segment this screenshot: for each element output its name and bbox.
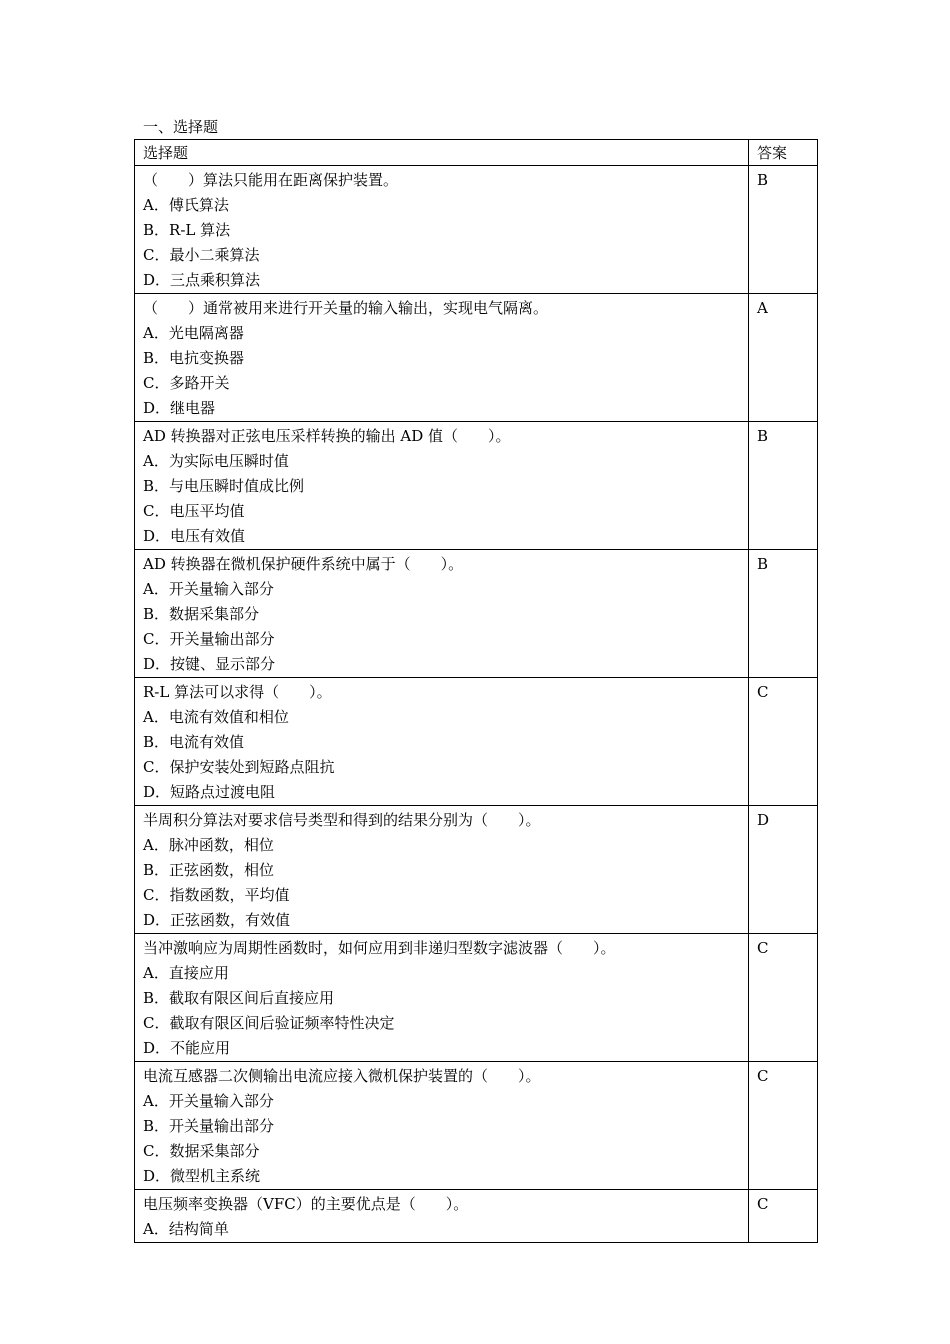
option-text: C．截取有限区间后验证频率特性决定 (143, 1014, 395, 1032)
quiz-table (134, 139, 818, 1243)
question-text: 半周积分算法对要求信号类型和得到的结果分别为（ ）。 (143, 811, 541, 829)
answer-cell: B (749, 550, 818, 678)
question-row (135, 294, 818, 422)
option-text: C．指数函数，平均值 (143, 886, 290, 904)
option-text: C．保护安装处到短路点阻抗 (143, 758, 335, 776)
question-row (135, 806, 818, 934)
option-text: B．与电压瞬时值成比例 (143, 477, 305, 495)
answer-cell: A (749, 294, 818, 422)
question-text: AD 转换器对正弦电压采样转换的输出 AD 值（ ）。 (143, 427, 511, 445)
option-text: B．电流有效值 (143, 733, 245, 751)
question-text: （ ）算法只能用在距离保护装置。 (143, 171, 399, 189)
option-text: C．开关量输出部分 (143, 630, 275, 648)
option-text: C．数据采集部分 (143, 1142, 260, 1160)
question-text: 当冲激响应为周期性函数时，如何应用到非递归型数字滤波器（ ）。 (143, 939, 616, 957)
option-text: A．傅氏算法 (143, 196, 229, 214)
section-title: 一、选择题 (143, 118, 219, 136)
question-cell (135, 934, 749, 1062)
question-row (135, 678, 818, 806)
option-text: A．开关量输入部分 (143, 580, 274, 598)
option-text: B．截取有限区间后直接应用 (143, 989, 335, 1007)
option-text: D．三点乘积算法 (143, 271, 261, 289)
option-text: A．光电隔离器 (143, 324, 244, 342)
question-row (135, 934, 818, 1062)
option-text: C．多路开关 (143, 374, 230, 392)
option-text: A．直接应用 (143, 964, 229, 982)
answer-cell: C (749, 678, 818, 806)
answer-cell: D (749, 806, 818, 934)
option-text: A．结构简单 (143, 1220, 229, 1238)
option-text: B．电抗变换器 (143, 349, 245, 367)
question-cell (135, 1190, 749, 1243)
question-cell (135, 166, 749, 294)
answer-cell: C (749, 1190, 818, 1243)
header-question: 选择题 (135, 140, 749, 166)
option-text: A．开关量输入部分 (143, 1092, 274, 1110)
option-text: C．最小二乘算法 (143, 246, 260, 264)
question-row (135, 1062, 818, 1190)
option-text: D．电压有效值 (143, 527, 246, 545)
question-cell (135, 550, 749, 678)
question-cell (135, 422, 749, 550)
option-text: B．正弦函数，相位 (143, 861, 275, 879)
question-text: AD 转换器在微机保护硬件系统中属于（ ）。 (143, 555, 464, 573)
question-text: 电压频率变换器（VFC）的主要优点是（ ）。 (143, 1195, 469, 1213)
question-text: （ ）通常被用来进行开关量的输入输出，实现电气隔离。 (143, 299, 549, 317)
question-row (135, 1190, 818, 1243)
question-cell (135, 294, 749, 422)
option-text: D．按键、显示部分 (143, 655, 276, 673)
option-text: B．R-L 算法 (143, 221, 231, 239)
answer-cell: C (749, 934, 818, 1062)
option-text: C．电压平均值 (143, 502, 245, 520)
table-header-row (135, 140, 818, 166)
question-text: 电流互感器二次侧输出电流应接入微机保护装置的（ ）。 (143, 1067, 541, 1085)
answer-cell: B (749, 166, 818, 294)
option-text: A．电流有效值和相位 (143, 708, 289, 726)
question-cell (135, 1062, 749, 1190)
option-text: A．脉冲函数，相位 (143, 836, 274, 854)
option-text: B．数据采集部分 (143, 605, 260, 623)
question-cell (135, 806, 749, 934)
option-text: D．正弦函数，有效值 (143, 911, 291, 929)
question-row (135, 166, 818, 294)
question-row (135, 422, 818, 550)
answer-cell: C (749, 1062, 818, 1190)
option-text: D．短路点过渡电阻 (143, 783, 276, 801)
option-text: D．微型机主系统 (143, 1167, 261, 1185)
option-text: D．不能应用 (143, 1039, 231, 1057)
answer-cell: B (749, 422, 818, 550)
header-answer: 答案 (749, 140, 818, 166)
question-cell (135, 678, 749, 806)
option-text: B．开关量输出部分 (143, 1117, 275, 1135)
option-text: A．为实际电压瞬时值 (143, 452, 289, 470)
question-row (135, 550, 818, 678)
option-text: D．继电器 (143, 399, 216, 417)
question-text: R-L 算法可以求得（ ）。 (143, 683, 332, 701)
